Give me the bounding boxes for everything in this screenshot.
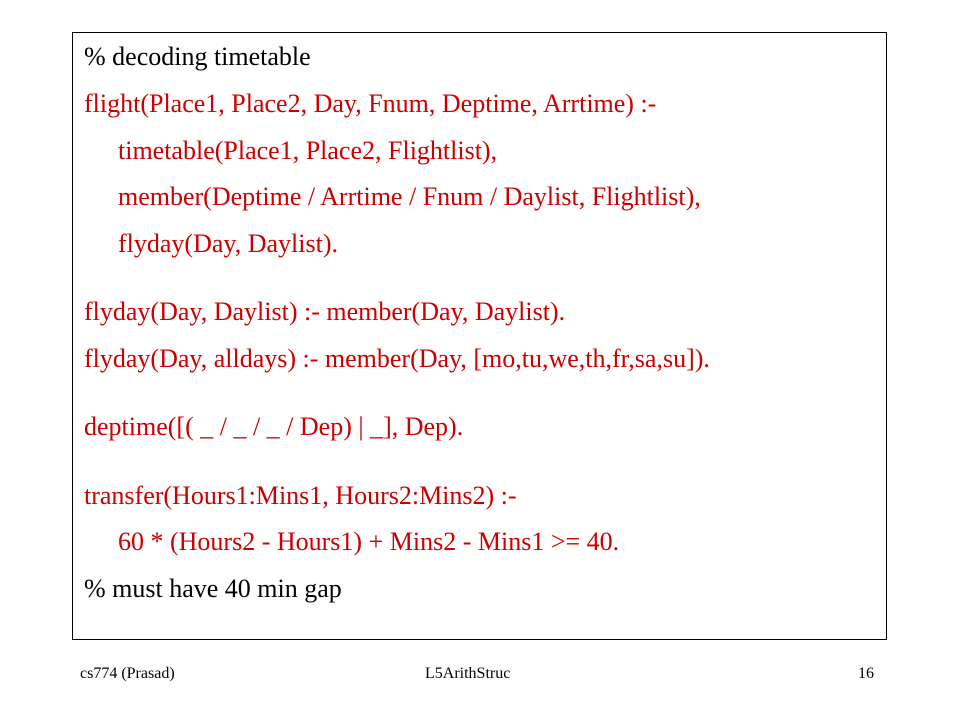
flyday-clause-daylist: flyday(Day, Daylist) :- member(Day, Daylist). (84, 297, 566, 326)
flight-rule-head: flight(Place1, Place2, Day, Fnum, Deptime, Arrtime) :- (84, 89, 657, 118)
slide-number: 16 (858, 665, 874, 682)
flight-rule-body-flyday: flyday(Day, Daylist). (118, 229, 338, 258)
flight-rule-body-member: member(Deptime / Arrtime / Fnum / Daylist, Flightlist), (118, 182, 701, 211)
flight-rule-body-timetable: timetable(Place1, Place2, Flightlist), (118, 136, 498, 165)
comment-decoding-timetable: % decoding timetable (84, 42, 311, 71)
footer-title: L5ArithStruc (425, 665, 511, 682)
comment-min-gap: % must have 40 min gap (84, 574, 342, 603)
footer-author: cs774 (Prasad) (80, 665, 175, 682)
flyday-clause-alldays: flyday(Day, alldays) :- member(Day, [mo,tu,we,th,fr,sa,su]). (84, 344, 710, 373)
transfer-rule-body: 60 * (Hours2 - Hours1) + Mins2 - Mins1 >= 40. (118, 527, 620, 556)
transfer-rule-head: transfer(Hours1:Mins1, Hours2:Mins2) :- (84, 481, 517, 510)
deptime-clause: deptime([( _ / _ / _ / Dep) | _], Dep). (84, 412, 464, 441)
